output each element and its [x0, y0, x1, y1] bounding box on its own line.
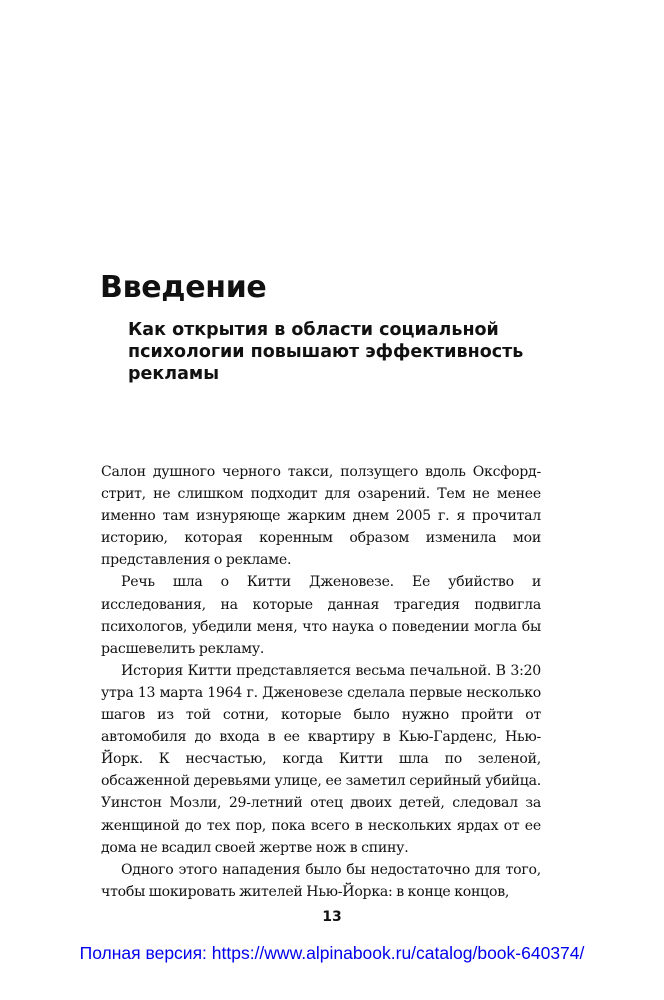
page-number: 13 — [322, 909, 342, 925]
chapter-subtitle: Как открытия в области социальной психологии повышают эффективность рекламы — [128, 320, 524, 384]
paragraph-2: Речь шла о Китти Дженовезе. Ее убийство и исследования, на которые данная трагедия подвигла психологов, убедили меня, что наука о поведении могла бы расшевелить рекламу. — [101, 574, 541, 657]
chapter-title: Введение — [100, 270, 267, 305]
full-version-link[interactable]: Полная версия: https://www.alpinabook.ru/catalog/book-640374/ — [79, 943, 585, 963]
paragraph-1: Салон душного черного такси, ползущего вдоль Оксфорд-стрит, не слишком подходит для озарений. Тем не менее именно там изнуряюще жарким днем 2005 г. я прочитал историю, которая коренным образом изменила мои представления о рекламе. — [101, 464, 541, 569]
paragraph-4: Одного этого нападения было бы недостаточно для того, чтобы шокировать жителей Нью-Йорка: в конце концов, — [101, 861, 541, 900]
paragraph-3: История Китти представляется весьма печальной. В 3:20 утра 13 марта 1964 г. Дженовезе сделала первые несколько шагов из той сотни, которые было нужно пройти от автомобиля до входа в ее квартиру в Кью-Гарденс, Нью-Йорк. К несчастью, когда Китти шла по зеленой, обсаженной деревьями улице, ее заметил серийный убийца. Уинстон Мозли, 29-летний отец двоих детей, следовал за женщиной до тех пор, пока всего в нескольких ярдах от ее дома не всадил своей жертве нож в спину. — [101, 662, 541, 856]
body-text — [101, 461, 541, 903]
